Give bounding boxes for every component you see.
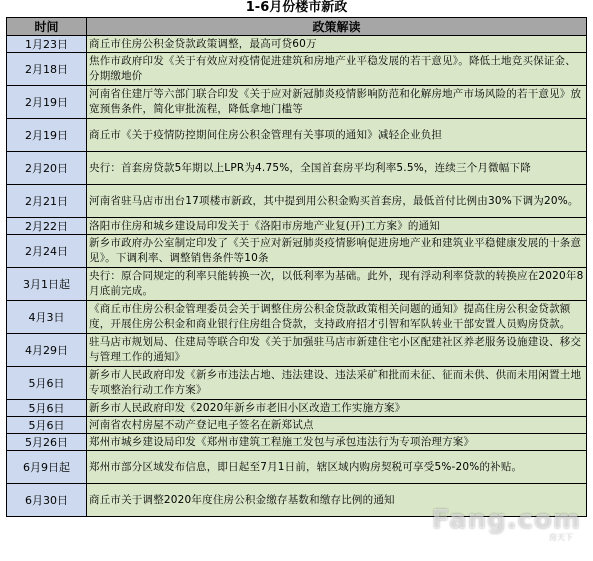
- row-policy: 郑州市城乡建设局印发《郑州市建筑工程施工发包与承包违法行为专项治理方案》: [87, 434, 587, 451]
- table-row: [7, 301, 587, 334]
- policy-table: [6, 17, 587, 517]
- row-policy: 洛阳市住房和城乡建设局印发关于《洛阳市房地产业复(开)工方案》的通知: [87, 218, 587, 235]
- row-date: 5月6日: [7, 400, 87, 417]
- row-date: 5月6日: [7, 417, 87, 434]
- row-date: 6月9日起: [7, 451, 87, 484]
- row-policy: 商丘市关于调整2020年度住房公积金缴存基数和缴存比例的通知: [87, 484, 587, 517]
- row-date: 2月21日: [7, 185, 87, 218]
- row-date: 6月30日: [7, 484, 87, 517]
- row-policy: 河南省住建厅等六部门联合印发《关于应对新冠肺炎疫情影响防范和化解房地产市场风险的若干意见》放宽预售条件，简化审批流程，降低拿地门槛等: [87, 86, 587, 119]
- watermark-subtext: 房天下: [549, 533, 573, 542]
- table-row: [7, 334, 587, 367]
- table-row: [7, 367, 587, 400]
- row-policy: 驻马店市规划局、住建局等联合印发《关于加强驻马店市新建住宅小区配建社区养老服务设施建设、移交与管理工作的通知》: [87, 334, 587, 367]
- page-title: 1-6月份楼市新政: [245, 0, 348, 15]
- row-policy: 央行：原合同规定的利率只能转换一次，以低利率为基础。此外，现有浮动利率贷款的转换应在2020年8月底前完成。: [87, 268, 587, 301]
- row-policy: 焦作市政府印发《关于有效应对疫情促进建筑和房地产业平稳发展的若干意见》。降低土地竞买保证金、分期缴地价: [87, 53, 587, 86]
- table-row: [7, 268, 587, 301]
- row-date: 2月18日: [7, 53, 87, 86]
- row-date: 2月19日: [7, 119, 87, 152]
- row-policy: 河南省农村房屋不动产登记电子签名在新郑试点: [87, 417, 587, 434]
- row-policy: 河南省驻马店市出台17项楼市新政，其中提到用公积金购买首套房，最低首付比例由30%下调为20%。: [87, 185, 587, 218]
- row-date: 3月1日起: [7, 268, 87, 301]
- table-row: [7, 152, 587, 185]
- row-policy: 郑州市部分区域发布信息，即日起至7月1日前，辖区域内购房契税可享受5%-20%的补贴。: [87, 451, 587, 484]
- watermark-logo: Fang.com: [431, 505, 581, 535]
- row-date: 1月23日: [7, 36, 87, 53]
- row-date: 2月20日: [7, 152, 87, 185]
- row-date: 4月3日: [7, 301, 87, 334]
- row-date: 2月24日: [7, 235, 87, 268]
- row-date: 5月6日: [7, 367, 87, 400]
- row-policy: 《商丘市住房公积金管理委员会关于调整住房公积金贷款政策相关问题的通知》提高住房公积金贷款额度，开展住房公积金和商业银行住房组合贷款，支持政府招才引智和军队转业干部安置人员购房贷款。: [87, 301, 587, 334]
- row-policy: 新乡市政府办公室制定印发了《关于应对新冠肺炎疫情影响促进房地产业和建筑业平稳健康发展的十条意见》。下调利率、调整销售条件等10条: [87, 235, 587, 268]
- table-row: [7, 417, 587, 434]
- table-row: [7, 400, 587, 417]
- table-row: [7, 235, 587, 268]
- row-date: 2月19日: [7, 86, 87, 119]
- row-policy: 新乡市人民政府印发《新乡市违法占地、违法建设、违法采矿和批而未征、征而未供、供而未用闲置土地专项整治行动工作方案》: [87, 367, 587, 400]
- header-policy: 政策解读: [87, 18, 587, 36]
- row-policy: 央行：首套房贷款5年期以上LPR为4.75%，全国首套房平均利率5.5%，连续三个月微幅下降: [87, 152, 587, 185]
- table-row: [7, 36, 587, 53]
- table-row: [7, 434, 587, 451]
- row-date: 2月22日: [7, 218, 87, 235]
- row-policy: 商丘市《关于疫情防控期间住房公积金管理有关事项的通知》减轻企业负担: [87, 119, 587, 152]
- row-date: 4月29日: [7, 334, 87, 367]
- table-row: [7, 86, 587, 119]
- table-row: [7, 218, 587, 235]
- table-row: [7, 451, 587, 484]
- table-header-row: [7, 18, 587, 36]
- row-policy: 商丘市住房公积金贷款政策调整，最高可贷60万: [87, 36, 587, 53]
- table-row: [7, 119, 587, 152]
- row-policy: 新乡市人民政府印发《2020年新乡市老旧小区改造工作实施方案》: [87, 400, 587, 417]
- header-date: 时间: [7, 18, 87, 36]
- table-row: [7, 53, 587, 86]
- row-date: 5月26日: [7, 434, 87, 451]
- table-row: [7, 185, 587, 218]
